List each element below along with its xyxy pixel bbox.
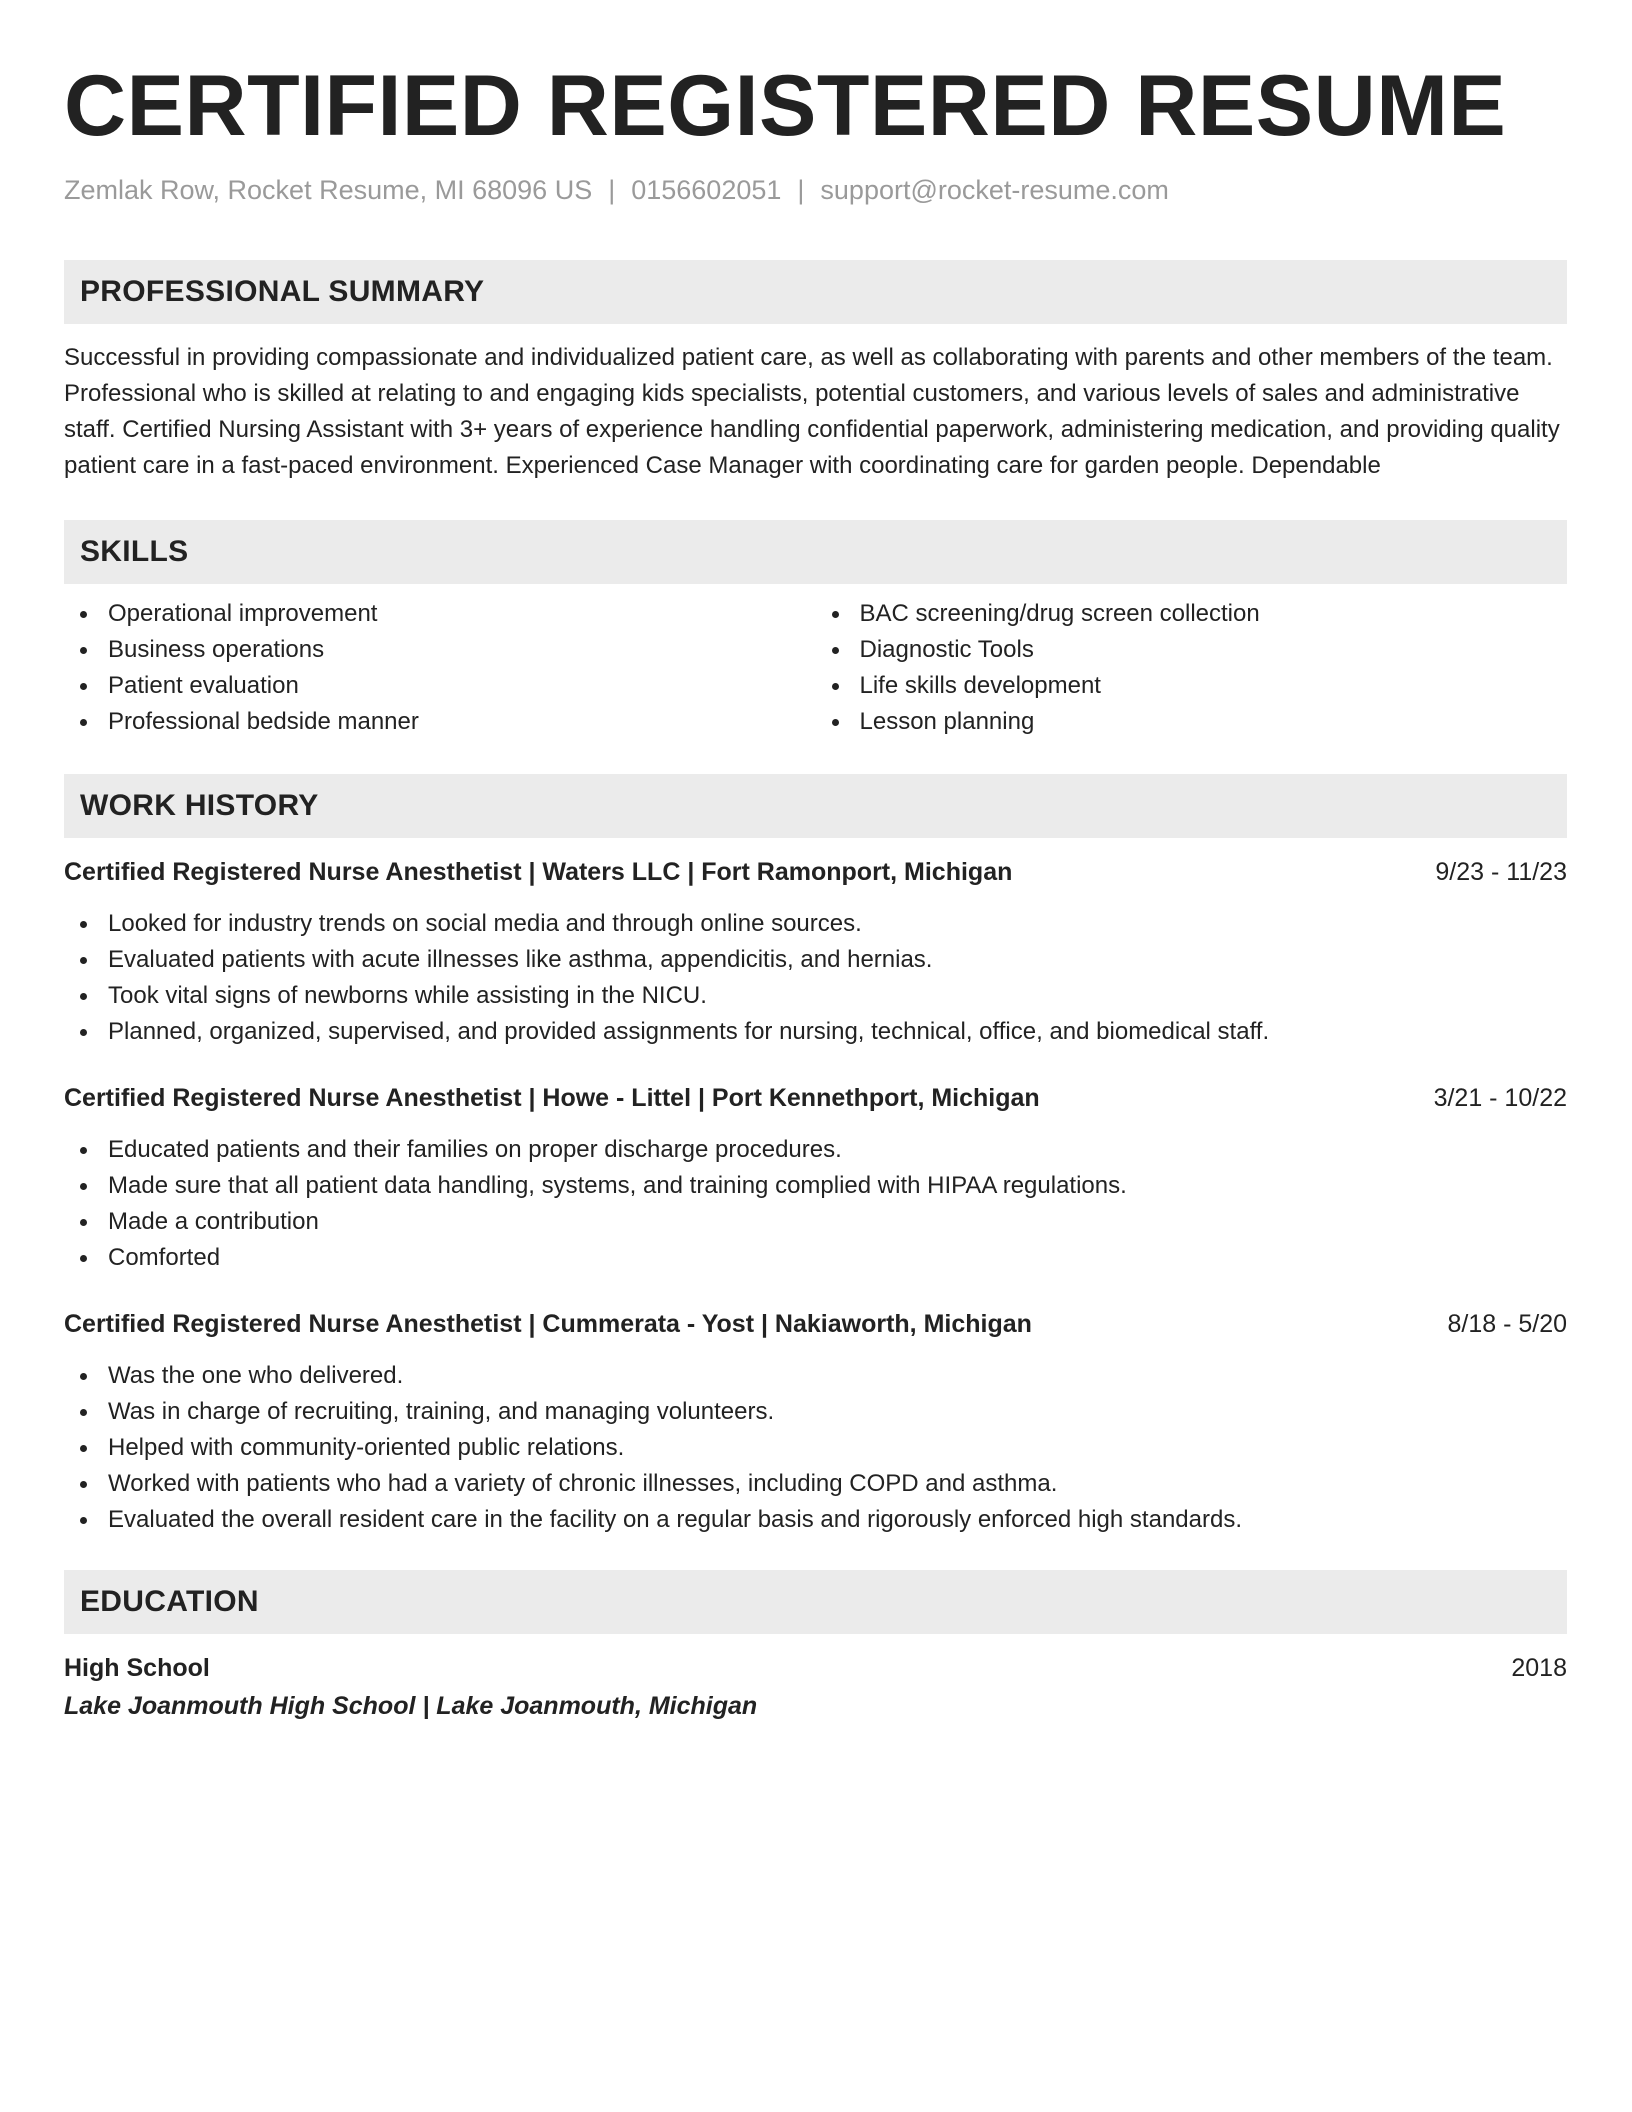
section-header-work — [64, 774, 1567, 838]
duty-item: Comforted — [64, 1240, 1567, 1276]
job-duties — [64, 1358, 1567, 1538]
contact-phone: 0156602051 — [631, 175, 782, 205]
education-degree: High School — [64, 1654, 210, 1682]
job-header — [64, 854, 1567, 890]
job-entry — [64, 1306, 1567, 1538]
contact-email: support@rocket-resume.com — [820, 175, 1169, 205]
job-entry — [64, 1080, 1567, 1276]
section-title: SKILLS — [80, 535, 189, 568]
duty-item: Evaluated the overall resident care in the facility on a regular basis and rigorously enforced high standards. — [64, 1502, 1567, 1538]
contact-separator: | — [797, 175, 805, 205]
skill-item: Business operations — [64, 632, 816, 668]
section-header-skills — [64, 520, 1567, 584]
contact-address: Zemlak Row, Rocket Resume, MI 68096 US — [64, 175, 593, 205]
duty-item: Was in charge of recruiting, training, and managing volunteers. — [64, 1394, 1567, 1430]
education-entry — [64, 1650, 1567, 1726]
skill-item: Operational improvement — [64, 596, 816, 632]
job-duties — [64, 906, 1567, 1050]
section-title: WORK HISTORY — [80, 789, 319, 822]
skills-list — [64, 596, 1567, 740]
job-dates: 9/23 - 11/23 — [1435, 858, 1567, 886]
skill-item: Lesson planning — [816, 704, 1568, 740]
skill-item: Diagnostic Tools — [816, 632, 1568, 668]
education-header — [64, 1650, 1567, 1686]
contact-separator: | — [608, 175, 616, 205]
duty-item: Worked with patients who had a variety of chronic illnesses, including COPD and asthma. — [64, 1466, 1567, 1502]
duty-item: Helped with community-oriented public relations. — [64, 1430, 1567, 1466]
education-year: 2018 — [1511, 1654, 1567, 1682]
duty-item: Made a contribution — [64, 1204, 1567, 1240]
duty-item: Evaluated patients with acute illnesses like asthma, appendicitis, and hernias. — [64, 942, 1567, 978]
section-header-summary — [64, 260, 1567, 324]
skills-column-left — [64, 596, 816, 740]
section-title: EDUCATION — [80, 1585, 259, 1618]
duty-item: Made sure that all patient data handling, systems, and training complied with HIPAA regulations. — [64, 1168, 1567, 1204]
skill-item: BAC screening/drug screen collection — [816, 596, 1568, 632]
section-header-education — [64, 1570, 1567, 1634]
job-title: Certified Registered Nurse Anesthetist | Cummerata - Yost | Nakiaworth, Michigan — [64, 1310, 1032, 1338]
job-entry — [64, 854, 1567, 1050]
skills-column-right — [816, 596, 1568, 740]
job-duties — [64, 1132, 1567, 1276]
education-school: Lake Joanmouth High School | Lake Joanmouth, Michigan — [64, 1692, 758, 1720]
job-title: Certified Registered Nurse Anesthetist | Howe - Littel | Port Kennethport, Michigan — [64, 1084, 1040, 1112]
summary-text: Successful in providing compassionate and individualized patient care, as well as collaborating with parents and other members of the team. Professional who is skilled at relating to and engaging kids specialists, potential customers, and various levels of sales and administrative staff. Certified Nursing Assistant with 3+ years of experience handling confidential paperwork, administering medication, and providing quality patient care in a fast-paced environment. Experienced Case Manager with coordinating care for garden people. Dependable — [64, 344, 1560, 479]
skill-item: Patient evaluation — [64, 668, 816, 704]
job-header — [64, 1306, 1567, 1342]
duty-item: Was the one who delivered. — [64, 1358, 1567, 1394]
section-title: PROFESSIONAL SUMMARY — [80, 275, 485, 308]
duty-item: Took vital signs of newborns while assisting in the NICU. — [64, 978, 1567, 1014]
duty-item: Looked for industry trends on social media and through online sources. — [64, 906, 1567, 942]
duty-item: Planned, organized, supervised, and provided assignments for nursing, technical, office, and biomedical staff. — [64, 1014, 1567, 1050]
skill-item: Professional bedside manner — [64, 704, 816, 740]
duty-item: Educated patients and their families on proper discharge procedures. — [64, 1132, 1567, 1168]
job-header — [64, 1080, 1567, 1116]
job-title: Certified Registered Nurse Anesthetist | Waters LLC | Fort Ramonport, Michigan — [64, 858, 1013, 886]
job-dates: 8/18 - 5/20 — [1447, 1310, 1567, 1338]
job-dates: 3/21 - 10/22 — [1433, 1084, 1567, 1112]
skill-item: Life skills development — [816, 668, 1568, 704]
resume-name: CERTIFIED REGISTERED RESUME — [64, 58, 1507, 154]
resume-page — [64, 56, 1567, 1726]
contact-line — [64, 172, 1567, 208]
